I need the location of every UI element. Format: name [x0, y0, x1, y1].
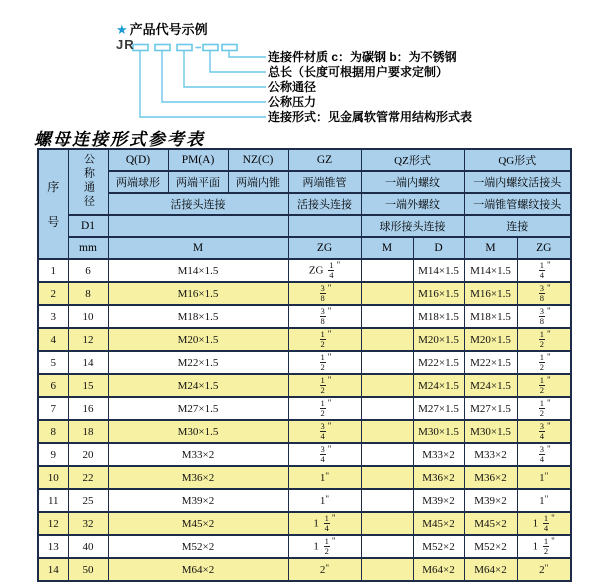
- inch-mark: ": [547, 397, 551, 408]
- cell-dn: 14: [68, 351, 108, 374]
- cell-qz-d: M39×2: [413, 489, 464, 512]
- header-unit-zg1: ZG: [288, 237, 361, 259]
- cell-seq: 2: [38, 282, 68, 305]
- header-col-pm: PM(A): [168, 149, 228, 171]
- cell-seq: 11: [38, 489, 68, 512]
- table-row: [38, 535, 571, 558]
- cell-qz-m: [361, 443, 413, 466]
- header-conn-gz: 活接头连接: [288, 193, 361, 215]
- cell-seq: 1: [38, 259, 68, 282]
- code-label-pressure: 公称压力: [268, 95, 317, 109]
- cell-dn: 20: [68, 443, 108, 466]
- inch-mark: ": [327, 305, 332, 316]
- cell-seq: 9: [38, 443, 68, 466]
- inch-mark: ": [544, 470, 549, 481]
- cell-qz-d: M36×2: [413, 466, 464, 489]
- cell-qz-d: M27×1.5: [413, 397, 464, 420]
- inch-mark: ": [327, 420, 332, 431]
- cell-qz-m: [361, 374, 413, 397]
- cell-gz: [288, 305, 361, 328]
- table-row: [38, 397, 571, 420]
- cell-gz: [288, 328, 361, 351]
- cell-dn: 6: [68, 259, 108, 282]
- header-unit-m1: M: [108, 237, 288, 259]
- cell-gz: 1": [288, 489, 361, 512]
- code-label-connection: 连接形式：见金属软管常用结构形式表: [268, 110, 473, 124]
- reference-table: [37, 148, 572, 582]
- table-row: [38, 351, 571, 374]
- fraction: $\frac{3}{4}$: [539, 420, 545, 441]
- cell-qg-m: M64×2: [464, 558, 517, 581]
- table-row: [38, 558, 571, 581]
- code-box: [222, 45, 237, 51]
- cell-qg-zg: [517, 259, 571, 282]
- fraction: $\frac{1}{2}$: [320, 328, 325, 349]
- cell-m: M24×1.5: [108, 374, 288, 397]
- cell-qg-m: M16×1.5: [464, 282, 517, 305]
- inch-mark: ": [547, 420, 551, 431]
- cell-gz: ZG $\frac{1}{4}$ ": [288, 259, 361, 282]
- cell-dn: 10: [68, 305, 108, 328]
- table-row: [38, 305, 571, 328]
- cell-qz-m: [361, 489, 413, 512]
- inch-mark: ": [325, 493, 330, 504]
- cell-qz-d: M16×1.5: [413, 282, 464, 305]
- table-row: [38, 420, 571, 443]
- header-col-q: Q(D): [108, 149, 168, 171]
- cell-dn: 50: [68, 558, 108, 581]
- cell-qz-m: [361, 558, 413, 581]
- cell-qz-d: M20×1.5: [413, 328, 464, 351]
- fraction: $\frac{1}{2}$: [539, 397, 545, 418]
- cell-dn: 15: [68, 374, 108, 397]
- table-row: [38, 259, 571, 282]
- cell-m: M39×2: [108, 489, 288, 512]
- code-prefix: JR: [116, 37, 135, 52]
- cell-qg-zg: [517, 351, 571, 374]
- cell-gz: [288, 420, 361, 443]
- cell-qg-m: M18×1.5: [464, 305, 517, 328]
- header-sub-nz: 两端内锥: [228, 171, 288, 193]
- header-d1-blank-gz: [288, 215, 361, 237]
- cell-qz-m: [361, 282, 413, 305]
- cell-qz-m: [361, 259, 413, 282]
- cell-qz-d: M22×1.5: [413, 351, 464, 374]
- cell-qg-zg: 2": [517, 558, 571, 581]
- cell-m: M18×1.5: [108, 305, 288, 328]
- cell-qz-m: [361, 512, 413, 535]
- header-conn-qpmnz: 活接头连接: [108, 193, 288, 215]
- code-box: [203, 45, 218, 51]
- inch-mark: ": [327, 374, 332, 385]
- cell-dn: 8: [68, 282, 108, 305]
- inch-mark: ": [547, 259, 551, 270]
- cell-qz-d: M45×2: [413, 512, 464, 535]
- cell-qg-m: M52×2: [464, 535, 517, 558]
- header-col-gz: GZ: [288, 149, 361, 171]
- inch-mark: ": [544, 493, 549, 504]
- cell-qz-d: M30×1.5: [413, 420, 464, 443]
- table-row: [38, 328, 571, 351]
- inch-mark: ": [544, 562, 549, 573]
- cell-gz: 1 $\frac{1}{2}$ ": [288, 535, 361, 558]
- cell-qg-zg: [517, 420, 571, 443]
- cell-dn: 16: [68, 397, 108, 420]
- cell-qg-zg: [517, 397, 571, 420]
- inch-mark: ": [547, 351, 551, 362]
- fraction: $\frac{1}{2}$: [320, 374, 325, 395]
- fraction: $\frac{3}{8}$: [320, 305, 325, 326]
- cell-qg-m: M22×1.5: [464, 351, 517, 374]
- code-label-material: 连接件材质 c：为碳钢 b：为不锈钢: [268, 50, 457, 64]
- header-qz-conn: 球形接头连接: [361, 215, 464, 237]
- header-unit-m3: M: [464, 237, 517, 259]
- cell-qz-m: [361, 328, 413, 351]
- inch-mark: ": [551, 535, 555, 546]
- cell-m: M27×1.5: [108, 397, 288, 420]
- table-title: 螺母连接形式参考表: [34, 130, 205, 149]
- cell-seq: 12: [38, 512, 68, 535]
- table-row: [38, 512, 571, 535]
- cell-qz-m: [361, 397, 413, 420]
- header-qg-conn: 连接: [464, 215, 571, 237]
- cell-gz: 1 $\frac{1}{4}$ ": [288, 512, 361, 535]
- cell-gz: [288, 282, 361, 305]
- cell-m: M30×1.5: [108, 420, 288, 443]
- cell-m: M16×1.5: [108, 282, 288, 305]
- cell-qz-d: M64×2: [413, 558, 464, 581]
- fraction: $\frac{1}{2}$: [539, 351, 545, 372]
- header-sub-pm: 两端平面: [168, 171, 228, 193]
- table-row: [38, 489, 571, 512]
- inch-mark: ": [547, 443, 551, 454]
- header-col-qg: QG形式: [464, 149, 571, 171]
- table-header: [38, 149, 571, 259]
- cell-qg-zg: [517, 443, 571, 466]
- cell-qg-m: M20×1.5: [464, 328, 517, 351]
- cell-qg-zg: [517, 282, 571, 305]
- cell-seq: 14: [38, 558, 68, 581]
- fraction: $\frac{1}{4}$: [329, 259, 334, 280]
- inch-mark: ": [547, 328, 551, 339]
- cell-gz: [288, 397, 361, 420]
- cell-qz-d: M33×2: [413, 443, 464, 466]
- fraction: $\frac{3}{8}$: [320, 282, 325, 303]
- header-dn-text: 公称通径: [82, 152, 95, 209]
- inch-mark: ": [331, 512, 336, 523]
- header-col-nz: NZ(C): [228, 149, 288, 171]
- cell-qz-m: [361, 351, 413, 374]
- fraction: $\frac{3}{8}$: [539, 282, 545, 303]
- cell-qg-m: M45×2: [464, 512, 517, 535]
- header-unit-zg2: ZG: [517, 237, 571, 259]
- cell-gz: [288, 351, 361, 374]
- cell-qz-d: M24×1.5: [413, 374, 464, 397]
- header-sub-q: 两端球形: [108, 171, 168, 193]
- table-body: [38, 259, 571, 581]
- cell-qg-zg: 1": [517, 489, 571, 512]
- fraction: $\frac{1}{4}$: [543, 512, 549, 533]
- cell-seq: 13: [38, 535, 68, 558]
- cell-m: M52×2: [108, 535, 288, 558]
- cell-seq: 6: [38, 374, 68, 397]
- code-box: [155, 45, 170, 51]
- fraction: $\frac{1}{2}$: [539, 374, 545, 395]
- fraction: $\frac{3}{4}$: [539, 443, 545, 464]
- cell-dn: 40: [68, 535, 108, 558]
- header-d1-blank: [108, 215, 288, 237]
- cell-qz-m: [361, 466, 413, 489]
- cell-m: M20×1.5: [108, 328, 288, 351]
- table-row: [38, 374, 571, 397]
- cell-qg-zg: 1 $\frac{1}{2}$ ": [517, 535, 571, 558]
- inch-mark: ": [327, 397, 332, 408]
- inch-mark: ": [327, 443, 332, 454]
- cell-m: M33×2: [108, 443, 288, 466]
- header-col-qz: QZ形式: [361, 149, 464, 171]
- fraction: $\frac{3}{4}$: [320, 420, 325, 441]
- header-conn-qg: 一端锥管螺纹接头: [464, 193, 571, 215]
- cell-qg-zg: 1 $\frac{1}{4}$ ": [517, 512, 571, 535]
- header-conn-qz: 一端外螺纹: [361, 193, 464, 215]
- cell-qg-m: M30×1.5: [464, 420, 517, 443]
- cell-qz-m: [361, 420, 413, 443]
- fraction: $\frac{1}{2}$: [320, 351, 325, 372]
- cell-seq: 10: [38, 466, 68, 489]
- inch-mark: ": [327, 328, 332, 339]
- cell-dn: 12: [68, 328, 108, 351]
- fraction: $\frac{1}{4}$: [324, 512, 329, 533]
- fraction: $\frac{1}{2}$: [324, 535, 329, 556]
- cell-m: M64×2: [108, 558, 288, 581]
- code-label-diameter: 公称通径: [268, 80, 317, 94]
- cell-dn: 32: [68, 512, 108, 535]
- header-seq-bottom: 号: [47, 215, 60, 229]
- cell-qz-d: M52×2: [413, 535, 464, 558]
- table-row: [38, 466, 571, 489]
- inch-mark: ": [547, 282, 551, 293]
- cell-gz: 2": [288, 558, 361, 581]
- connector-lines: [140, 51, 266, 117]
- cell-qg-m: M33×2: [464, 443, 517, 466]
- cell-m: M36×2: [108, 466, 288, 489]
- code-boxes: [133, 45, 237, 51]
- code-box: [133, 45, 148, 51]
- fraction: $\frac{1}{2}$: [320, 397, 325, 418]
- cell-seq: 5: [38, 351, 68, 374]
- cell-m: M14×1.5: [108, 259, 288, 282]
- inch-mark: ": [327, 351, 332, 362]
- cell-qg-m: M14×1.5: [464, 259, 517, 282]
- inch-mark: ": [547, 305, 551, 316]
- cell-m: M22×1.5: [108, 351, 288, 374]
- inch-mark: ": [327, 282, 332, 293]
- header-dn: [68, 149, 108, 215]
- cell-qg-zg: [517, 374, 571, 397]
- diagram-heading-text: 产品代号示例: [129, 22, 208, 37]
- cell-qg-zg: [517, 328, 571, 351]
- code-label-length: 总长（长度可根据用户要求定制）: [268, 65, 449, 79]
- header-sub-gz: 两端锥管: [288, 171, 361, 193]
- header-seq-top: 序: [47, 180, 60, 194]
- cell-qz-d: M18×1.5: [413, 305, 464, 328]
- fraction: $\frac{3}{4}$: [320, 443, 325, 464]
- star-icon: ★: [116, 22, 128, 37]
- cell-qg-zg: [517, 305, 571, 328]
- cell-seq: 4: [38, 328, 68, 351]
- header-seq: [38, 149, 68, 259]
- cell-seq: 8: [38, 420, 68, 443]
- header-d1: D1: [68, 215, 108, 237]
- header-unit-m2: M: [361, 237, 413, 259]
- header-sub-qg: 一端内螺纹活接头: [464, 171, 571, 193]
- inch-mark: ": [325, 470, 330, 481]
- cell-dn: 18: [68, 420, 108, 443]
- cell-qg-m: M36×2: [464, 466, 517, 489]
- inch-mark: ": [336, 259, 341, 270]
- code-box: [177, 45, 192, 51]
- inch-mark: ": [325, 562, 330, 573]
- header-unit-mm: mm: [68, 237, 108, 259]
- inch-mark: ": [551, 512, 555, 523]
- table-row: [38, 443, 571, 466]
- fraction: $\frac{3}{8}$: [539, 305, 545, 326]
- cell-m: M45×2: [108, 512, 288, 535]
- inch-mark: ": [331, 535, 336, 546]
- cell-qg-m: M27×1.5: [464, 397, 517, 420]
- cell-gz: [288, 443, 361, 466]
- cell-gz: [288, 374, 361, 397]
- inch-mark: ": [547, 374, 551, 385]
- fraction: $\frac{1}{2}$: [543, 535, 549, 556]
- cell-qz-m: [361, 305, 413, 328]
- cell-qz-m: [361, 535, 413, 558]
- table-row: [38, 282, 571, 305]
- cell-qg-zg: 1": [517, 466, 571, 489]
- header-unit-d: D: [413, 237, 464, 259]
- cell-qg-m: M39×2: [464, 489, 517, 512]
- cell-qg-m: M24×1.5: [464, 374, 517, 397]
- cell-seq: 3: [38, 305, 68, 328]
- cell-seq: 7: [38, 397, 68, 420]
- fraction: $\frac{1}{4}$: [539, 259, 545, 280]
- fraction: $\frac{1}{2}$: [539, 328, 545, 349]
- diagram-heading: [116, 19, 208, 38]
- cell-gz: 1": [288, 466, 361, 489]
- cell-dn: 22: [68, 466, 108, 489]
- cell-dn: 25: [68, 489, 108, 512]
- header-sub-qz: 一端内螺纹: [361, 171, 464, 193]
- cell-qz-d: M14×1.5: [413, 259, 464, 282]
